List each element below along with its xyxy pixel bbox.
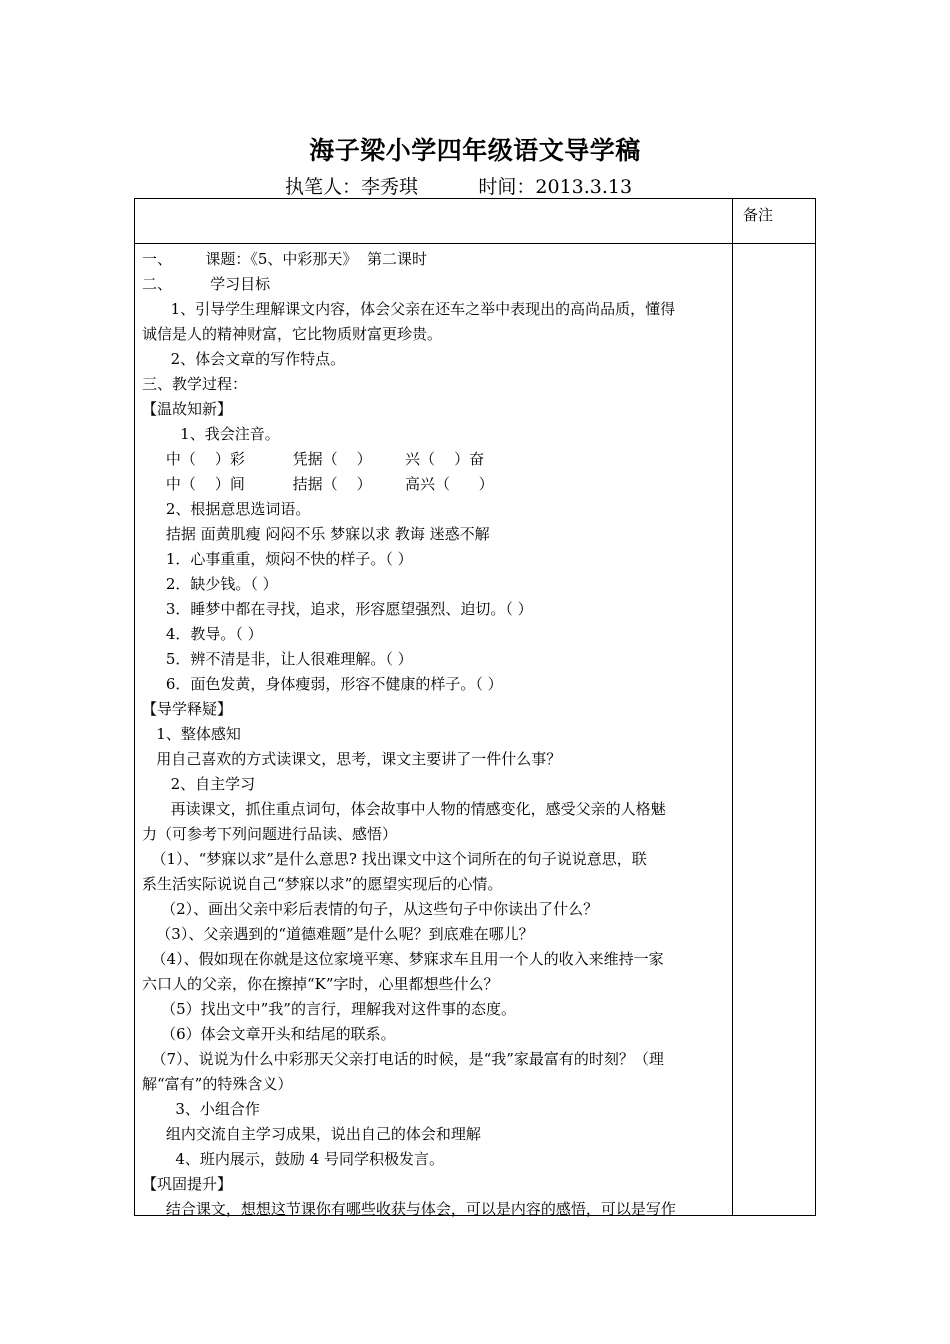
content-line: 六口人的父亲，你在擦掉“K”字时，心里都想些什么？ <box>142 975 499 993</box>
content-line: 用自己喜欢的方式读课文，思考，课文主要讲了一件什么事？ <box>142 750 562 768</box>
content-line: 中（ ）间 拮据（ ） 高兴（ ） <box>142 475 494 493</box>
content-line: （1）、“梦寐以求”是什么意思? 找出课文中这个词所在的句子说说意思，联 <box>142 850 647 868</box>
content-line: 一、 课题：《5、中彩那天》 第二课时 <box>142 250 427 268</box>
content-line: 力（可参考下列问题进行品读、感悟） <box>142 825 398 843</box>
content-line: 2、体会文章的写作特点。 <box>142 350 346 368</box>
content-line: 【导学释疑】 <box>142 700 233 718</box>
content-line: （5）找出文中”我”的言行，理解我对这件事的态度。 <box>142 1000 516 1018</box>
content-line: 2．缺少钱。（ ） <box>142 575 278 593</box>
content-line: 2、自主学习 <box>142 775 256 793</box>
lesson-table <box>134 198 816 1216</box>
content-line: 【温故知新】 <box>142 400 233 418</box>
content-line: 3．睡梦中都在寻找，追求，形容愿望强烈、迫切。（ ） <box>142 600 533 618</box>
content-line: （4）、假如现在你就是这位家境平寒、梦寐求车且用一个人的收入来维持一家 <box>142 950 664 968</box>
content-line: 二、 学习目标 <box>142 275 271 293</box>
content-line: 2、根据意思选词语。 <box>142 500 311 518</box>
content-line: 4．教导。（ ） <box>142 625 263 643</box>
content-line: 1、我会注音。 <box>142 425 280 443</box>
document-title: 海子梁小学四年级语文导学稿 <box>309 136 641 165</box>
content-line: 组内交流自主学习成果，说出自己的体会和理解 <box>142 1125 481 1143</box>
content-line: 【巩固提升】 <box>142 1175 233 1193</box>
content-line: 1、引导学生理解课文内容，体会父亲在还车之举中表现出的高尚品质，懂得 <box>142 300 676 318</box>
content-line: 5．辨不清是非，让人很难理解。（ ） <box>142 650 413 668</box>
column-divider <box>732 199 733 1215</box>
notes-column-header: 备注 <box>743 206 774 224</box>
content-line: 4、班内展示，鼓励 4 号同学积极发言。 <box>142 1150 445 1168</box>
header-row-divider <box>135 243 815 244</box>
author-date-line: 执笔人：李秀琪 时间：2013.3.13 <box>285 176 633 198</box>
content-line: 拮据 面黄肌瘦 闷闷不乐 梦寐以求 教诲 迷惑不解 <box>142 525 490 543</box>
content-line: （2）、画出父亲中彩后表情的句子，从这些句子中你读出了什么？ <box>142 900 599 918</box>
content-line: 3、小组合作 <box>142 1100 260 1118</box>
content-line: 解“富有”的特殊含义） <box>142 1075 293 1093</box>
content-line: 再读课文，抓住重点词句，体会故事中人物的情感变化，感受父亲的人格魅 <box>142 800 666 818</box>
content-line: （7）、说说为什么中彩那天父亲打电话的时候，是“我”家最富有的时刻？（理 <box>142 1050 664 1068</box>
content-line: （3）、父亲遇到的“道德难题”是什么呢？到底难在哪儿？ <box>142 925 534 943</box>
content-line: 6．面色发黄，身体瘦弱，形容不健康的样子。（ ） <box>142 675 503 693</box>
content-line: 三、教学过程： <box>142 375 248 393</box>
content-line: 系生活实际说说自己“梦寐以求”的愿望实现后的心情。 <box>142 875 503 893</box>
content-line: 1、整体感知 <box>142 725 241 743</box>
lesson-content <box>142 247 727 1222</box>
content-line: 1．心事重重，烦闷不快的样子。（ ） <box>142 550 413 568</box>
content-line: 结合课文，想想这节课你有哪些收获与体会，可以是内容的感悟，可以是写作 <box>142 1200 676 1218</box>
content-line: 诚信是人的精神财富，它比物质财富更珍贵。 <box>142 325 443 343</box>
content-line: 中（ ）彩 凭据（ ） 兴（ ）奋 <box>142 450 485 468</box>
content-line: （6）体会文章开头和结尾的联系。 <box>142 1025 396 1043</box>
